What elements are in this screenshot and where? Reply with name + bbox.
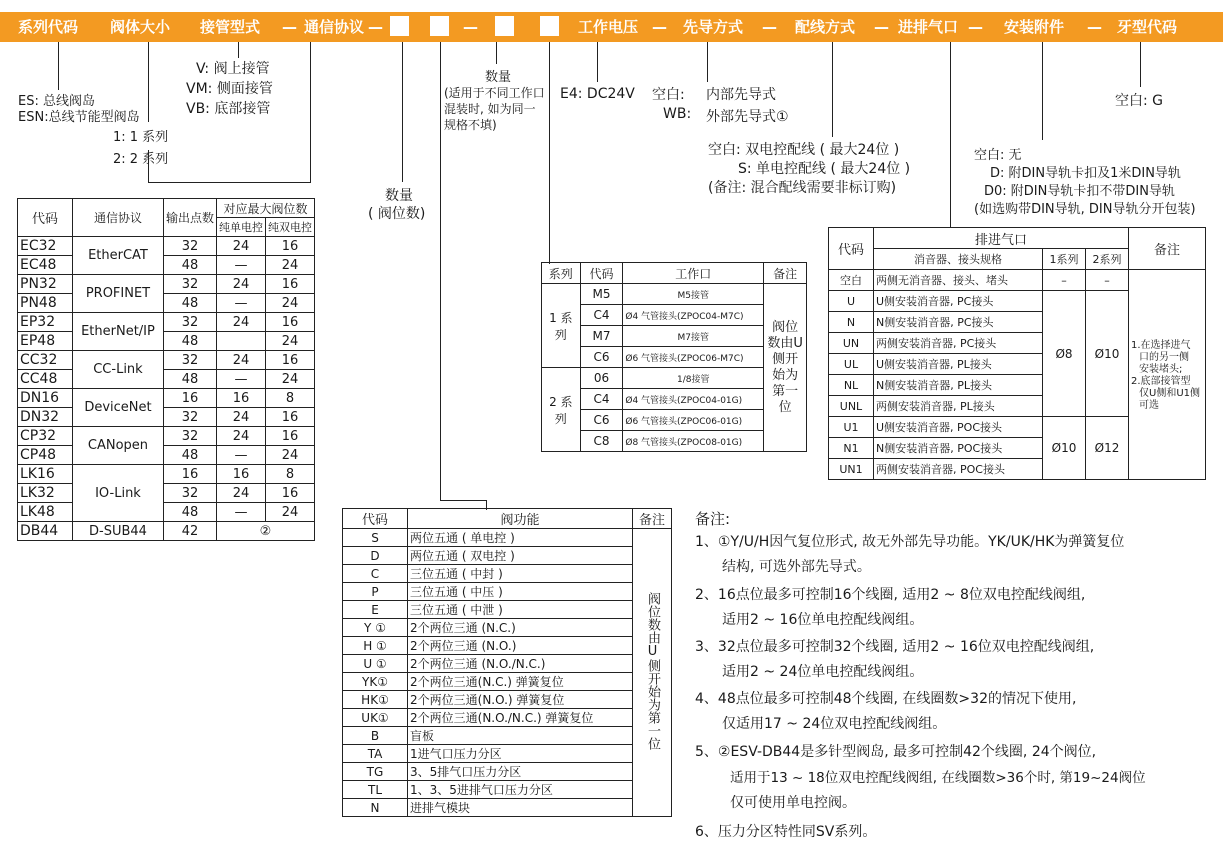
col-header-port: 工作口	[623, 263, 764, 284]
double-count: 16	[266, 313, 315, 332]
exhaust-code: UN	[829, 333, 874, 354]
exhaust-spec: 两侧安装消音器, POC接头	[874, 459, 1043, 480]
function-desc: 2个两位三通(N.C.) 弹簧复位	[408, 673, 633, 691]
double-count: 24	[266, 370, 315, 389]
leader-line	[148, 182, 310, 183]
protocol-code: DB44	[18, 522, 73, 541]
header-slot-box	[495, 16, 514, 36]
col-header-note: 备注	[1129, 228, 1206, 270]
port-code: M5	[580, 284, 623, 305]
thread-blank: 空白: G	[1115, 93, 1164, 109]
protocol-code: LK32	[18, 484, 73, 503]
col-header-protocol: 通信协议	[72, 199, 163, 237]
function-desc: 2个两位三通(N.O./N.C.) 弹簧复位	[408, 709, 633, 727]
function-code: TG	[343, 763, 408, 781]
port-desc: Ø6 气管接头(ZPOC06-01G)	[623, 410, 764, 431]
exhaust-spec: 两侧安装消音器, PL接头	[874, 396, 1043, 417]
leader-line	[1042, 42, 1043, 140]
single-count: —	[217, 370, 266, 389]
col-header-series1: 1系列	[1043, 249, 1086, 270]
function-desc: 2个两位三通 (N.C.)	[408, 619, 633, 637]
exhaust-code: N	[829, 312, 874, 333]
function-desc: 2个两位三通 (N.O./N.C.)	[408, 655, 633, 673]
port-desc: Ø8 气管接头(ZPOC08-01G)	[623, 431, 764, 452]
mount-note: (如选购带DIN导轨, DIN导轨分开包装)	[974, 202, 1196, 217]
body-size-2: 2: 2 系列	[113, 152, 169, 167]
port-code: C4	[580, 389, 623, 410]
port-code: C4	[580, 305, 623, 326]
header-mount: 安装附件	[1004, 18, 1065, 36]
exhaust-code: UNL	[829, 396, 874, 417]
header-thread: 牙型代码	[1117, 18, 1178, 36]
output-points: 42	[163, 522, 216, 541]
col-header-ports: 排进气口	[874, 228, 1129, 249]
single-count: 24	[217, 408, 266, 427]
col-header-note: 备注	[764, 263, 807, 284]
note-line: 仅适用17 ~ 24位双电控配线阀组。	[722, 716, 947, 732]
output-points: 48	[163, 294, 216, 313]
port-code: C6	[580, 410, 623, 431]
output-points: 32	[163, 484, 216, 503]
header-wiring: 配线方式	[795, 18, 856, 36]
port-desc: Ø4 气管接头(ZPOC04-01G)	[623, 389, 764, 410]
exhaust-code: UL	[829, 354, 874, 375]
pipe-form-vb: VB: 底部接管	[186, 101, 271, 117]
single-count: —	[217, 256, 266, 275]
exhaust-code: N1	[829, 438, 874, 459]
wiring-note: (备注: 混合配线需要非标订购)	[708, 180, 897, 196]
protocol-code: DN32	[18, 408, 73, 427]
series1-size: Ø8	[1043, 291, 1086, 417]
single-count: —	[217, 294, 266, 313]
protocol-name: EtherCAT	[72, 237, 163, 275]
output-points: 32	[163, 351, 216, 370]
exhaust-spec: U侧安装消音器, PL接头	[874, 354, 1043, 375]
port-desc: 1/8接管	[623, 368, 764, 389]
mount-d: D: 附DIN导轨卡扣及1米DIN导轨	[990, 166, 1181, 181]
leader-line	[310, 42, 311, 183]
exhaust-spec: 两侧安装消音器, PC接头	[874, 333, 1043, 354]
protocol-code: DN16	[18, 389, 73, 408]
series2-size: Ø10	[1086, 291, 1129, 417]
double-count: 16	[266, 237, 315, 256]
function-desc: 盲板	[408, 727, 633, 745]
double-count: 24	[266, 294, 315, 313]
output-points: 48	[163, 503, 216, 522]
leader-line	[238, 42, 239, 58]
function-code: YK①	[343, 673, 408, 691]
voltage-e4: E4: DC24V	[560, 86, 635, 102]
function-desc: 1进气口压力分区	[408, 745, 633, 763]
mount-none: 空白: 无	[974, 148, 1022, 163]
exhaust-note-line: 仅U侧和U1侧	[1139, 388, 1201, 399]
model-code-header	[0, 12, 1223, 42]
leader-line	[597, 42, 598, 82]
single-count: —	[217, 503, 266, 522]
note-line: 结构, 可选外部先导式。	[722, 559, 871, 575]
header-dash: —	[368, 18, 383, 36]
col-header-code: 代码	[18, 199, 73, 237]
exhaust-note	[1129, 270, 1206, 480]
output-points: 32	[163, 237, 216, 256]
protocol-name: PROFINET	[72, 275, 163, 313]
protocol-code: EC32	[18, 237, 73, 256]
port-desc: M7接管	[623, 326, 764, 347]
exhaust-spec: N侧安装消音器, PC接头	[874, 312, 1043, 333]
single-count: 24	[217, 427, 266, 446]
double-count: 16	[266, 275, 315, 294]
function-code: H ①	[343, 637, 408, 655]
output-points: 32	[163, 408, 216, 427]
series-es: ES: 总线阀岛	[18, 94, 95, 109]
double-count: 24	[266, 256, 315, 275]
function-desc: 3、5排气口压力分区	[408, 763, 633, 781]
exhaust-spec: U侧安装消音器, PC接头	[874, 291, 1043, 312]
protocol-code: LK48	[18, 503, 73, 522]
protocol-code: PN32	[18, 275, 73, 294]
output-points: 32	[163, 313, 216, 332]
exhaust-note-line: 可选	[1139, 400, 1159, 411]
note-line: 1、①Y/U/H因气复位形式, 故无外部先导功能。YK/UK/HK为弹簧复位	[695, 534, 1125, 550]
exhaust-note-line: 安装堵头;	[1139, 364, 1183, 375]
function-code: P	[343, 583, 408, 601]
leader-line	[148, 42, 149, 122]
function-desc: 三位五通 ( 中压 )	[408, 583, 633, 601]
double-count: 16	[266, 351, 315, 370]
port-code: M7	[580, 326, 623, 347]
note-line: 仅可使用单电控阀。	[730, 795, 856, 811]
function-desc: 两位五通 ( 单电控 )	[408, 529, 633, 547]
exhaust-note-line: 1.在选择进气	[1131, 340, 1191, 351]
single-count: —	[217, 446, 266, 465]
pilot-blank-label: 空白:	[652, 87, 685, 103]
output-points: 48	[163, 446, 216, 465]
leader-line	[58, 42, 59, 90]
output-points: 32	[163, 427, 216, 446]
protocol-code: EC48	[18, 256, 73, 275]
header-dash: —	[652, 18, 667, 36]
series-esn: ESN:总线节能型阀岛	[18, 110, 140, 125]
series1-size: Ø10	[1043, 417, 1086, 480]
protocol-name: DeviceNet	[72, 389, 163, 427]
exhaust-code: U	[829, 291, 874, 312]
double-count: 24	[266, 446, 315, 465]
function-code: S	[343, 529, 408, 547]
double-count: 8	[266, 389, 315, 408]
series1-size: –	[1043, 270, 1086, 291]
note-line: 6、压力分区特性同SV系列。	[695, 824, 877, 840]
function-code: N	[343, 799, 408, 817]
port-desc: Ø6 气管接头(ZPOC06-M7C)	[623, 347, 764, 368]
function-desc: 1、3、5进排气口压力分区	[408, 781, 633, 799]
single-count: 24	[217, 275, 266, 294]
series2-size: –	[1086, 270, 1129, 291]
note-line: 4、48点位最多可控制48个线圈, 在线圈数>32的情况下使用,	[695, 691, 1077, 707]
header-body-size: 阀体大小	[110, 18, 171, 36]
exhaust-spec: N侧安装消音器, POC接头	[874, 438, 1043, 459]
leader-line	[1140, 42, 1141, 87]
protocol-code: CC48	[18, 370, 73, 389]
header-ports: 进排气口	[898, 18, 959, 36]
mixed-qty-note: 混装时, 如为同一	[444, 102, 536, 116]
leader-line	[440, 500, 486, 501]
col-header-series: 系列	[542, 263, 581, 284]
col-header-function: 阀功能	[408, 509, 633, 529]
exhaust-port-table	[828, 227, 1206, 480]
leader-line	[707, 42, 708, 82]
exhaust-spec: N侧安装消音器, PL接头	[874, 375, 1043, 396]
protocol-name: D-SUB44	[72, 522, 163, 541]
double-count: 24	[266, 332, 315, 351]
col-header-note: 备注	[633, 509, 672, 529]
protocol-code: CC32	[18, 351, 73, 370]
protocol-name: CANopen	[72, 427, 163, 465]
series-1-cell: 1 系列	[542, 284, 581, 368]
leader-line	[402, 42, 403, 182]
output-points: 48	[163, 332, 216, 351]
single-count: 16	[217, 465, 266, 484]
header-dash: —	[463, 18, 478, 36]
leader-line	[440, 42, 441, 500]
body-size-1: 1: 1 系列	[113, 130, 169, 145]
pipe-form-vm: VM: 侧面接管	[186, 81, 273, 97]
valve-function-table	[342, 508, 672, 817]
function-desc: 三位五通 ( 中封 )	[408, 565, 633, 583]
note-line: 适用2 ~ 24位单电控配线阀组。	[722, 664, 924, 680]
leader-line	[549, 42, 550, 264]
col-header-spec: 消音器、接头规格	[874, 249, 1043, 270]
port-desc: M5接管	[623, 284, 764, 305]
pilot-wb-label: WB:	[663, 106, 692, 122]
exhaust-code: UN1	[829, 459, 874, 480]
wiring-double: 空白: 双电控配线 ( 最大24位 )	[708, 142, 900, 158]
port-note: 阀位数由U侧开始为第一位	[764, 284, 807, 452]
header-voltage: 工作电压	[578, 18, 639, 36]
pilot-blank-value: 内部先导式	[706, 87, 776, 103]
header-protocol: 通信协议	[304, 18, 365, 36]
exhaust-spec: U侧安装消音器, POC接头	[874, 417, 1043, 438]
function-code: TL	[343, 781, 408, 799]
protocol-code: LK16	[18, 465, 73, 484]
output-points: 16	[163, 465, 216, 484]
header-dash: —	[762, 18, 777, 36]
function-code: C	[343, 565, 408, 583]
col-header-max-valves: 对应最大阀位数	[217, 199, 315, 218]
single-count: 24	[217, 313, 266, 332]
col-header-code: 代码	[829, 228, 874, 270]
leader-line	[496, 42, 497, 64]
wiring-single: S: 单电控配线 ( 最大24位 )	[738, 161, 911, 177]
function-code: Y ①	[343, 619, 408, 637]
double-count: 16	[266, 427, 315, 446]
header-dash: —	[282, 18, 297, 36]
single-count: 24	[217, 484, 266, 503]
protocol-name: IO-Link	[72, 465, 163, 522]
exhaust-spec: 两侧无消音器、接头、堵头	[874, 270, 1043, 291]
series2-size: Ø12	[1086, 417, 1129, 480]
header-slot-box	[430, 16, 449, 36]
protocol-code: PN48	[18, 294, 73, 313]
note-line: 适用2 ~ 16位单电控配线阀组。	[722, 612, 924, 628]
header-slot-box	[390, 16, 409, 36]
col-header-series2: 2系列	[1086, 249, 1129, 270]
single-count: 24	[217, 237, 266, 256]
output-points: 16	[163, 389, 216, 408]
function-code: U ①	[343, 655, 408, 673]
protocol-code: CP48	[18, 446, 73, 465]
series-2-cell: 2 系列	[542, 368, 581, 452]
port-code: C6	[580, 347, 623, 368]
header-pilot: 先导方式	[683, 18, 744, 36]
double-count: 8	[266, 465, 315, 484]
function-note-text: 阀位数由U侧开始为第一位	[645, 592, 660, 750]
output-points: 32	[163, 275, 216, 294]
leader-line	[950, 42, 951, 227]
function-desc: 2个两位三通(N.O.) 弹簧复位	[408, 691, 633, 709]
function-code: B	[343, 727, 408, 745]
header-dash: —	[874, 18, 889, 36]
exhaust-note-line: 2.底部接管型	[1131, 376, 1191, 387]
port-desc: Ø4 气管接头(ZPOC04-M7C)	[623, 305, 764, 326]
function-code: HK①	[343, 691, 408, 709]
function-desc: 三位五通 ( 中泄 )	[408, 601, 633, 619]
output-points: 48	[163, 256, 216, 275]
function-desc: 2个两位三通 (N.O.)	[408, 637, 633, 655]
header-pipe-form: 接管型式	[200, 18, 261, 36]
leader-line	[832, 42, 833, 137]
pipe-form-v: V: 阀上接管	[196, 61, 270, 77]
col-header-code: 代码	[343, 509, 408, 529]
mixed-qty-note: (适用于不同工作口	[444, 86, 545, 100]
function-desc: 两位五通 ( 双电控 )	[408, 547, 633, 565]
function-code: E	[343, 601, 408, 619]
valve-qty-sub: ( 阀位数)	[368, 206, 426, 222]
protocol-table	[17, 198, 315, 541]
single-count: 24	[217, 351, 266, 370]
double-count: 24	[266, 503, 315, 522]
port-code: C8	[580, 431, 623, 452]
protocol-code: EP48	[18, 332, 73, 351]
output-points: 48	[163, 370, 216, 389]
col-header-code: 代码	[580, 263, 623, 284]
exhaust-code: NL	[829, 375, 874, 396]
note-line: 5、②ESV-DB44是多针型阀岛, 最多可控制42个线圈, 24个阀位,	[695, 744, 1097, 760]
exhaust-note-line: 口的另一侧	[1139, 352, 1189, 363]
double-count: 16	[266, 484, 315, 503]
valve-qty-title: 数量	[385, 188, 413, 204]
function-code: D	[343, 547, 408, 565]
col-header-single: 纯单电控	[217, 218, 266, 237]
protocol-code: CP32	[18, 427, 73, 446]
single-count: ②	[217, 522, 315, 541]
exhaust-code: U1	[829, 417, 874, 438]
notes-title: 备注:	[695, 510, 731, 528]
protocol-name: EtherNet/IP	[72, 313, 163, 351]
header-series-code: 系列代码	[18, 18, 79, 36]
port-code: 06	[580, 368, 623, 389]
note-line: 2、16点位最多可控制16个线圈, 适用2 ~ 8位双电控配线阀组,	[695, 587, 1086, 603]
col-header-points: 输出点数	[163, 199, 216, 237]
function-note	[633, 529, 672, 817]
single-count	[217, 332, 266, 351]
mount-d0: D0: 附DIN导轨卡扣不带DIN导轨	[984, 184, 1175, 199]
header-dash: —	[1087, 18, 1102, 36]
col-header-double: 纯双电控	[266, 218, 315, 237]
double-count: 16	[266, 408, 315, 427]
protocol-name: CC-Link	[72, 351, 163, 389]
function-code: TA	[343, 745, 408, 763]
pilot-wb-value: 外部先导式①	[706, 109, 789, 125]
single-count: 16	[217, 389, 266, 408]
mixed-qty-title: 数量	[485, 70, 512, 85]
header-slot-box	[540, 16, 559, 36]
note-line: 3、32点位最多可控制32个线圈, 适用2 ~ 16位双电控配线阀组,	[695, 639, 1095, 655]
protocol-code: EP32	[18, 313, 73, 332]
function-code: UK①	[343, 709, 408, 727]
mixed-qty-note: 规格不填)	[444, 118, 497, 132]
exhaust-code: 空白	[829, 270, 874, 291]
function-desc: 进排气模块	[408, 799, 633, 817]
note-line: 适用于13 ~ 18位双电控配线阀组, 在线圈数>36个时, 第19~24阀位	[730, 770, 1146, 786]
working-port-table	[541, 262, 807, 452]
header-dash: —	[968, 18, 983, 36]
